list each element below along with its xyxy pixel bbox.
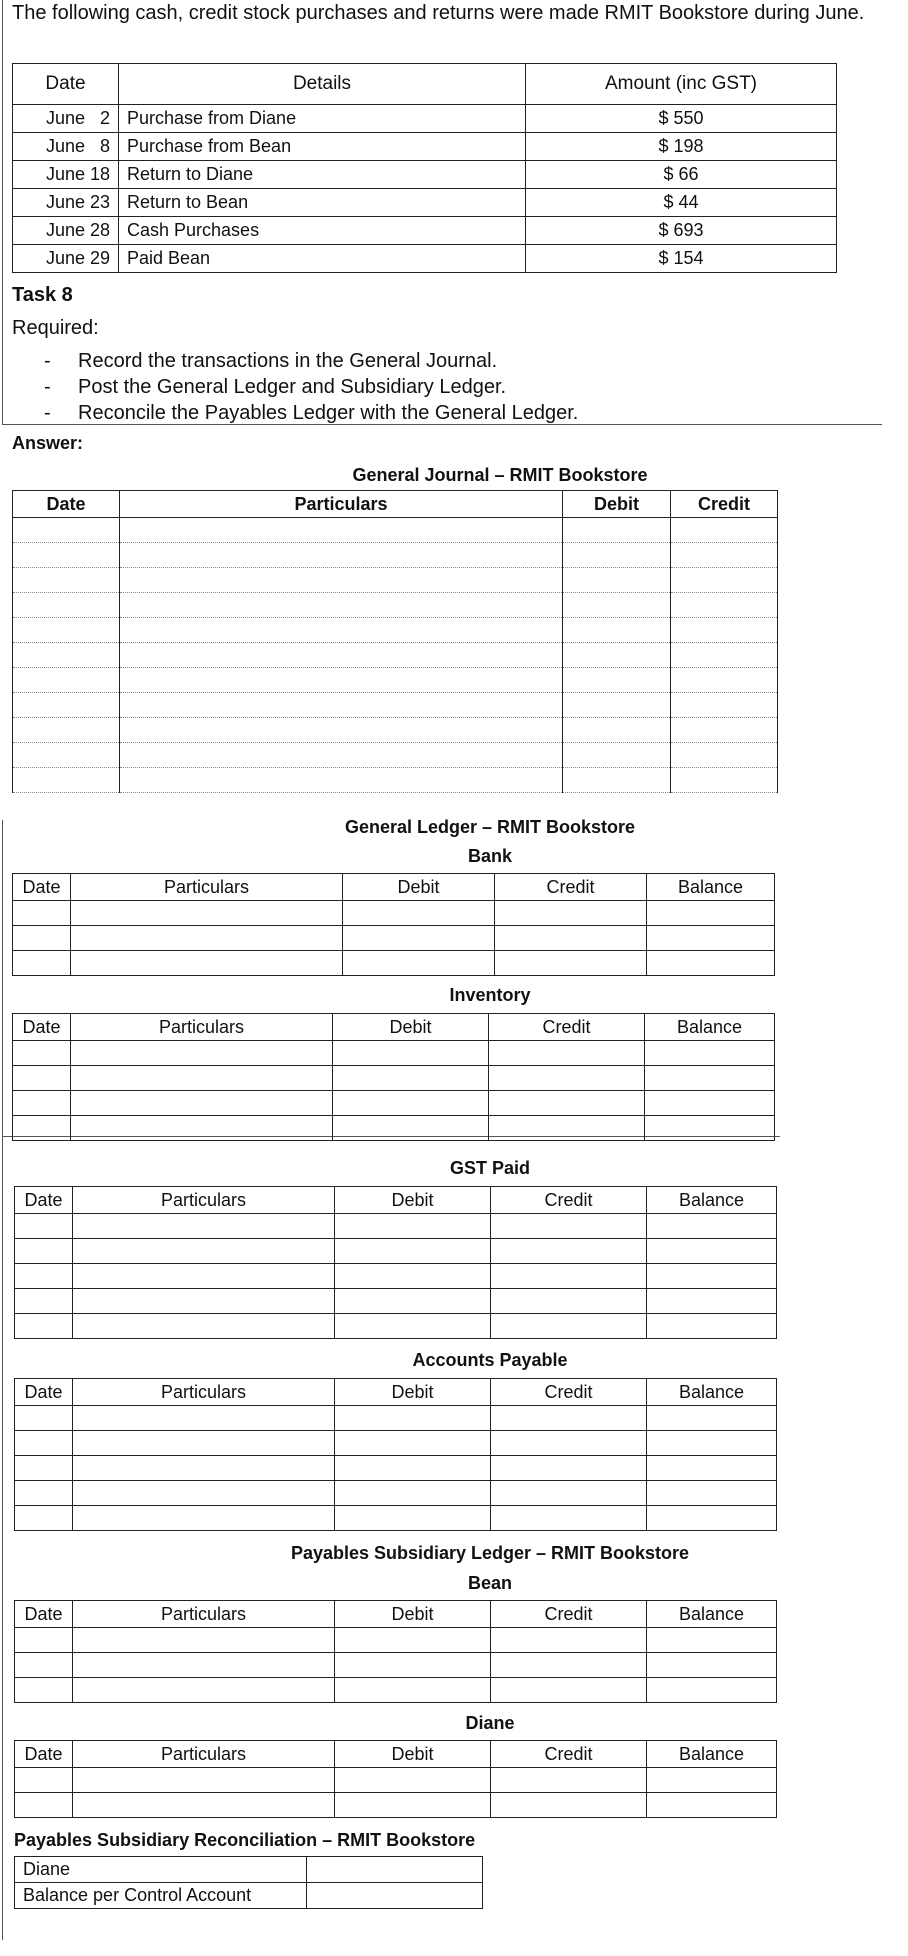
subsidiary-table-diane xyxy=(14,1740,777,1818)
journal-cell-debit[interactable] xyxy=(563,543,671,568)
table-row xyxy=(13,161,837,189)
ledger-table-bank xyxy=(12,873,775,976)
ledger-cell-credit[interactable] xyxy=(489,1091,645,1116)
table-row xyxy=(15,1793,777,1818)
journal-cell-date[interactable] xyxy=(13,618,120,643)
ledger-cell-credit[interactable] xyxy=(491,1456,647,1481)
journal-cell-particulars[interactable] xyxy=(120,768,563,793)
ledger-cell-balance[interactable] xyxy=(647,1214,777,1239)
ledger-cell-particulars[interactable] xyxy=(71,1116,333,1141)
ledger-cell-date[interactable] xyxy=(13,951,71,976)
table-row xyxy=(13,518,778,543)
col-header-debit: Debit xyxy=(335,1601,491,1628)
ledger-cell-debit[interactable] xyxy=(335,1456,491,1481)
ledger-cell-credit[interactable] xyxy=(491,1239,647,1264)
col-header-debit: Debit xyxy=(563,491,671,518)
row-amount: $ 693 xyxy=(526,217,837,245)
journal-cell-particulars[interactable] xyxy=(120,718,563,743)
ledger-cell-credit[interactable] xyxy=(491,1768,647,1793)
journal-cell-date[interactable] xyxy=(13,693,120,718)
journal-cell-debit[interactable] xyxy=(563,668,671,693)
col-header-debit: Debit xyxy=(335,1187,491,1214)
ledger-cell-credit[interactable] xyxy=(495,901,647,926)
ledger-cell-debit[interactable] xyxy=(335,1264,491,1289)
journal-cell-debit[interactable] xyxy=(563,618,671,643)
row-details: Return to Bean xyxy=(119,189,526,217)
ledger-cell-date[interactable] xyxy=(15,1314,73,1339)
subsidiary-account-bean: Bean xyxy=(467,1573,512,1593)
journal-cell-credit[interactable] xyxy=(671,593,778,618)
row-amount: $ 198 xyxy=(526,133,837,161)
journal-cell-date[interactable] xyxy=(13,668,120,693)
ledger-cell-credit[interactable] xyxy=(491,1264,647,1289)
row-date: June 2 xyxy=(13,105,119,133)
ledger-cell-date[interactable] xyxy=(15,1289,73,1314)
ledger-cell-debit[interactable] xyxy=(333,1091,489,1116)
bullet-text: Reconcile the Payables Ledger with the General Ledger. xyxy=(78,402,579,424)
ledger-cell-particulars[interactable] xyxy=(73,1506,335,1531)
ledger-cell-credit[interactable] xyxy=(491,1678,647,1703)
journal-cell-credit[interactable] xyxy=(671,668,778,693)
table-row xyxy=(15,1768,777,1793)
ledger-cell-balance[interactable] xyxy=(645,1116,775,1141)
subsidiary-account-diane: Diane xyxy=(465,1713,515,1733)
ledger-cell-credit[interactable] xyxy=(491,1481,647,1506)
ledger-cell-debit[interactable] xyxy=(335,1239,491,1264)
ledger-cell-particulars[interactable] xyxy=(73,1431,335,1456)
col-header-date: Date xyxy=(13,64,119,105)
table-row xyxy=(13,1116,775,1141)
ledger-cell-credit[interactable] xyxy=(491,1653,647,1678)
ledger-cell-date[interactable] xyxy=(15,1214,73,1239)
col-header-details: Details xyxy=(119,64,526,105)
ledger-cell-debit[interactable] xyxy=(333,1066,489,1091)
ledger-cell-credit[interactable] xyxy=(491,1431,647,1456)
ledger-cell-date[interactable] xyxy=(15,1264,73,1289)
ledger-cell-date[interactable] xyxy=(13,1091,71,1116)
col-header-date: Date xyxy=(15,1741,73,1768)
ledger-cell-date[interactable] xyxy=(15,1768,73,1793)
table-row xyxy=(13,1091,775,1116)
col-header-credit: Credit xyxy=(491,1379,647,1406)
ledger-cell-debit[interactable] xyxy=(335,1628,491,1653)
subsidiary-table-bean xyxy=(14,1600,777,1703)
ledger-cell-particulars[interactable] xyxy=(73,1264,335,1289)
general-journal-table xyxy=(12,490,778,793)
task-bullet xyxy=(44,350,497,373)
col-header-credit: Credit xyxy=(491,1741,647,1768)
journal-cell-date[interactable] xyxy=(13,593,120,618)
ledger-cell-debit[interactable] xyxy=(333,1116,489,1141)
ledger-table-gst-paid xyxy=(14,1186,777,1339)
col-header-particulars: Particulars xyxy=(71,1014,333,1041)
ledger-cell-particulars[interactable] xyxy=(73,1768,335,1793)
col-header-credit: Credit xyxy=(491,1187,647,1214)
journal-cell-particulars[interactable] xyxy=(120,593,563,618)
journal-cell-date[interactable] xyxy=(13,743,120,768)
ledger-cell-particulars[interactable] xyxy=(71,901,343,926)
ledger-cell-date[interactable] xyxy=(15,1431,73,1456)
journal-cell-particulars[interactable] xyxy=(120,618,563,643)
ledger-cell-date[interactable] xyxy=(15,1239,73,1264)
ledger-cell-debit[interactable] xyxy=(335,1793,491,1818)
row-amount: $ 154 xyxy=(526,245,837,273)
reconciliation-label: Balance per Control Account xyxy=(15,1883,307,1909)
reconciliation-title: Payables Subsidiary Reconciliation – RMIT Bookstore xyxy=(14,1830,476,1850)
row-details: Paid Bean xyxy=(119,245,526,273)
journal-cell-date[interactable] xyxy=(13,768,120,793)
ledger-cell-date[interactable] xyxy=(15,1678,73,1703)
table-row xyxy=(13,568,778,593)
ledger-cell-particulars[interactable] xyxy=(71,1041,333,1066)
ledger-cell-particulars[interactable] xyxy=(73,1793,335,1818)
ledger-cell-balance[interactable] xyxy=(647,1678,777,1703)
ledger-cell-balance[interactable] xyxy=(647,1406,777,1431)
journal-cell-date[interactable] xyxy=(13,568,120,593)
bullet-mark: - xyxy=(44,376,51,398)
table-row xyxy=(13,618,778,643)
table-row xyxy=(15,1264,777,1289)
col-header-balance: Balance xyxy=(647,1601,777,1628)
table-row xyxy=(15,1239,777,1264)
table-row xyxy=(13,768,778,793)
table-row xyxy=(13,217,837,245)
col-header-date: Date xyxy=(13,491,120,518)
table-row xyxy=(15,1456,777,1481)
row-amount: $ 44 xyxy=(526,189,837,217)
ledger-cell-balance[interactable] xyxy=(647,1768,777,1793)
required-label: Required: xyxy=(12,317,99,339)
task-title: Task 8 xyxy=(12,284,73,306)
table-row xyxy=(15,1214,777,1239)
table-row xyxy=(13,105,837,133)
ledger-cell-date[interactable] xyxy=(15,1653,73,1678)
answer-label: Answer: xyxy=(12,433,84,453)
ledger-cell-particulars[interactable] xyxy=(73,1406,335,1431)
table-row xyxy=(15,1678,777,1703)
ledger-cell-particulars[interactable] xyxy=(73,1481,335,1506)
table-row xyxy=(13,668,778,693)
reconciliation-label: Diane xyxy=(15,1857,307,1883)
journal-cell-particulars[interactable] xyxy=(120,743,563,768)
col-header-particulars: Particulars xyxy=(73,1379,335,1406)
col-header-credit: Credit xyxy=(489,1014,645,1041)
ledger-cell-particulars[interactable] xyxy=(73,1289,335,1314)
ledger-cell-debit[interactable] xyxy=(335,1653,491,1678)
table-row xyxy=(13,543,778,568)
ledger-cell-credit[interactable] xyxy=(491,1314,647,1339)
ledger-cell-balance[interactable] xyxy=(647,1506,777,1531)
table-row xyxy=(15,1289,777,1314)
ledger-cell-particulars[interactable] xyxy=(71,926,343,951)
ledger-cell-debit[interactable] xyxy=(335,1678,491,1703)
ledger-account-bank: Bank xyxy=(467,846,512,866)
col-header-particulars: Particulars xyxy=(120,491,563,518)
ledger-cell-date[interactable] xyxy=(15,1406,73,1431)
ledger-cell-debit[interactable] xyxy=(335,1314,491,1339)
journal-cell-debit[interactable] xyxy=(563,643,671,668)
col-header-balance: Balance xyxy=(647,1741,777,1768)
journal-cell-particulars[interactable] xyxy=(120,643,563,668)
ledger-cell-particulars[interactable] xyxy=(73,1214,335,1239)
ledger-cell-particulars[interactable] xyxy=(73,1628,335,1653)
ledger-cell-credit[interactable] xyxy=(489,1116,645,1141)
col-header-credit: Credit xyxy=(495,874,647,901)
page-margin-line xyxy=(2,820,3,1940)
ledger-cell-balance[interactable] xyxy=(647,1456,777,1481)
table-row xyxy=(13,926,775,951)
row-date: June 28 xyxy=(13,217,119,245)
task-bullet xyxy=(44,402,578,425)
table-row xyxy=(15,1628,777,1653)
table-row xyxy=(15,1431,777,1456)
row-date: June 18 xyxy=(13,161,119,189)
ledger-cell-debit[interactable] xyxy=(335,1289,491,1314)
ledger-cell-debit[interactable] xyxy=(335,1768,491,1793)
table-row xyxy=(13,643,778,668)
ledger-cell-debit[interactable] xyxy=(335,1481,491,1506)
table-row xyxy=(15,1857,483,1883)
col-header-date: Date xyxy=(15,1601,73,1628)
table-row xyxy=(13,1041,775,1066)
ledger-cell-particulars[interactable] xyxy=(71,951,343,976)
ledger-table-inventory xyxy=(12,1013,775,1141)
table-row xyxy=(13,743,778,768)
ledger-cell-debit[interactable] xyxy=(335,1431,491,1456)
table-row xyxy=(13,1066,775,1091)
ledger-cell-particulars[interactable] xyxy=(73,1678,335,1703)
col-header-amount: Amount (inc GST) xyxy=(526,64,837,105)
task-bullet xyxy=(44,376,506,399)
journal-cell-debit[interactable] xyxy=(563,718,671,743)
table-row xyxy=(15,1314,777,1339)
col-header-balance: Balance xyxy=(647,1379,777,1406)
ledger-cell-date[interactable] xyxy=(13,1041,71,1066)
ledger-cell-debit[interactable] xyxy=(343,951,495,976)
ledger-cell-date[interactable] xyxy=(15,1456,73,1481)
journal-cell-particulars[interactable] xyxy=(120,568,563,593)
ledger-cell-balance[interactable] xyxy=(647,1653,777,1678)
journal-cell-particulars[interactable] xyxy=(120,543,563,568)
table-row xyxy=(13,901,775,926)
ledger-cell-balance[interactable] xyxy=(645,1041,775,1066)
journal-cell-debit[interactable] xyxy=(563,568,671,593)
ledger-cell-date[interactable] xyxy=(13,901,71,926)
ledger-cell-date[interactable] xyxy=(13,926,71,951)
ledger-cell-particulars[interactable] xyxy=(73,1653,335,1678)
row-details: Cash Purchases xyxy=(119,217,526,245)
ledger-cell-credit[interactable] xyxy=(491,1289,647,1314)
ledger-cell-balance[interactable] xyxy=(647,926,775,951)
ledger-cell-debit[interactable] xyxy=(335,1406,491,1431)
ledger-cell-balance[interactable] xyxy=(645,1066,775,1091)
ledger-cell-balance[interactable] xyxy=(647,1431,777,1456)
row-amount: $ 66 xyxy=(526,161,837,189)
journal-cell-credit[interactable] xyxy=(671,518,778,543)
table-row xyxy=(13,593,778,618)
journal-cell-debit[interactable] xyxy=(563,743,671,768)
ledger-cell-credit[interactable] xyxy=(491,1506,647,1531)
ledger-cell-balance[interactable] xyxy=(645,1091,775,1116)
ledger-cell-credit[interactable] xyxy=(491,1628,647,1653)
ledger-cell-credit[interactable] xyxy=(491,1214,647,1239)
ledger-cell-credit[interactable] xyxy=(491,1793,647,1818)
table-row xyxy=(15,1653,777,1678)
row-details: Return to Diane xyxy=(119,161,526,189)
col-header-balance: Balance xyxy=(647,874,775,901)
table-row xyxy=(15,1506,777,1531)
ledger-cell-balance[interactable] xyxy=(647,1481,777,1506)
ledger-cell-balance[interactable] xyxy=(647,1239,777,1264)
col-header-date: Date xyxy=(13,874,71,901)
bullet-mark: - xyxy=(44,350,51,372)
bullet-mark: - xyxy=(44,402,51,424)
row-details: Purchase from Bean xyxy=(119,133,526,161)
journal-cell-debit[interactable] xyxy=(563,693,671,718)
reconciliation-value xyxy=(307,1883,483,1909)
ledger-account-accounts-payable: Accounts Payable xyxy=(412,1350,568,1370)
journal-cell-credit[interactable] xyxy=(671,768,778,793)
ledger-cell-balance[interactable] xyxy=(647,1264,777,1289)
journal-cell-debit[interactable] xyxy=(563,593,671,618)
ledger-cell-credit[interactable] xyxy=(491,1406,647,1431)
ledger-title: General Ledger – RMIT Bookstore xyxy=(344,817,636,837)
journal-cell-credit[interactable] xyxy=(671,568,778,593)
journal-cell-credit[interactable] xyxy=(671,718,778,743)
row-date: June 29 xyxy=(13,245,119,273)
table-row xyxy=(13,189,837,217)
row-date: June 8 xyxy=(13,133,119,161)
col-header-debit: Debit xyxy=(343,874,495,901)
ledger-cell-balance[interactable] xyxy=(647,951,775,976)
ledger-cell-date[interactable] xyxy=(15,1481,73,1506)
ledger-cell-debit[interactable] xyxy=(343,901,495,926)
journal-cell-date[interactable] xyxy=(13,718,120,743)
journal-cell-date[interactable] xyxy=(13,518,120,543)
journal-cell-particulars[interactable] xyxy=(120,668,563,693)
ledger-cell-credit[interactable] xyxy=(495,926,647,951)
col-header-date: Date xyxy=(15,1379,73,1406)
ledger-cell-particulars[interactable] xyxy=(73,1314,335,1339)
col-header-credit: Credit xyxy=(491,1601,647,1628)
journal-cell-debit[interactable] xyxy=(563,518,671,543)
ledger-cell-debit[interactable] xyxy=(335,1506,491,1531)
table-row xyxy=(15,1883,483,1909)
table-row xyxy=(13,245,837,273)
reconciliation-table xyxy=(14,1856,483,1909)
col-header-particulars: Particulars xyxy=(73,1187,335,1214)
col-header-date: Date xyxy=(15,1187,73,1214)
journal-cell-particulars[interactable] xyxy=(120,518,563,543)
table-row xyxy=(13,693,778,718)
journal-title: General Journal – RMIT Bookstore xyxy=(352,465,648,485)
ledger-cell-date[interactable] xyxy=(15,1506,73,1531)
bullet-text: Post the General Ledger and Subsidiary Ledger. xyxy=(78,376,507,398)
ledger-cell-balance[interactable] xyxy=(647,1628,777,1653)
reconciliation-value xyxy=(307,1857,483,1883)
journal-cell-date[interactable] xyxy=(13,643,120,668)
bullet-text: Record the transactions in the General Journal. xyxy=(78,350,498,372)
ledger-cell-debit[interactable] xyxy=(333,1041,489,1066)
col-header-credit: Credit xyxy=(671,491,778,518)
journal-cell-credit[interactable] xyxy=(671,543,778,568)
ledger-table-accounts-payable xyxy=(14,1378,777,1531)
ledger-cell-debit[interactable] xyxy=(343,926,495,951)
col-header-balance: Balance xyxy=(645,1014,775,1041)
ledger-cell-balance[interactable] xyxy=(647,1793,777,1818)
ledger-cell-credit[interactable] xyxy=(489,1066,645,1091)
col-header-debit: Debit xyxy=(333,1014,489,1041)
row-details: Purchase from Diane xyxy=(119,105,526,133)
journal-cell-particulars[interactable] xyxy=(120,693,563,718)
col-header-particulars: Particulars xyxy=(73,1601,335,1628)
journal-cell-credit[interactable] xyxy=(671,693,778,718)
row-amount: $ 550 xyxy=(526,105,837,133)
ledger-cell-balance[interactable] xyxy=(647,901,775,926)
journal-cell-date[interactable] xyxy=(13,543,120,568)
table-row xyxy=(13,133,837,161)
journal-cell-credit[interactable] xyxy=(671,743,778,768)
table-row xyxy=(13,951,775,976)
ledger-cell-particulars[interactable] xyxy=(73,1239,335,1264)
col-header-balance: Balance xyxy=(647,1187,777,1214)
ledger-cell-credit[interactable] xyxy=(495,951,647,976)
ledger-cell-date[interactable] xyxy=(15,1628,73,1653)
col-header-date: Date xyxy=(13,1014,71,1041)
ledger-account-gst-paid: GST Paid xyxy=(449,1158,530,1178)
ledger-account-inventory: Inventory xyxy=(449,985,531,1005)
journal-cell-debit[interactable] xyxy=(563,768,671,793)
journal-cell-credit[interactable] xyxy=(671,618,778,643)
ledger-cell-particulars[interactable] xyxy=(71,1091,333,1116)
ledger-cell-balance[interactable] xyxy=(647,1314,777,1339)
table-row xyxy=(15,1406,777,1431)
purchases-table xyxy=(12,63,837,273)
table-row xyxy=(13,718,778,743)
row-date: June 23 xyxy=(13,189,119,217)
table-row xyxy=(15,1481,777,1506)
ledger-cell-credit[interactable] xyxy=(489,1041,645,1066)
ledger-cell-date[interactable] xyxy=(13,1116,71,1141)
intro-text: The following cash, credit stock purchases and returns were made RMIT Bookstore during June. xyxy=(12,2,865,24)
col-header-particulars: Particulars xyxy=(71,874,343,901)
ledger-cell-particulars[interactable] xyxy=(73,1456,335,1481)
ledger-cell-particulars[interactable] xyxy=(71,1066,333,1091)
ledger-cell-date[interactable] xyxy=(13,1066,71,1091)
col-header-debit: Debit xyxy=(335,1379,491,1406)
ledger-cell-date[interactable] xyxy=(15,1793,73,1818)
col-header-particulars: Particulars xyxy=(73,1741,335,1768)
page-margin-line xyxy=(2,0,3,424)
subsidiary-title: Payables Subsidiary Ledger – RMIT Bookstore xyxy=(290,1543,690,1563)
col-header-debit: Debit xyxy=(335,1741,491,1768)
journal-cell-credit[interactable] xyxy=(671,643,778,668)
ledger-cell-debit[interactable] xyxy=(335,1214,491,1239)
ledger-cell-balance[interactable] xyxy=(647,1289,777,1314)
